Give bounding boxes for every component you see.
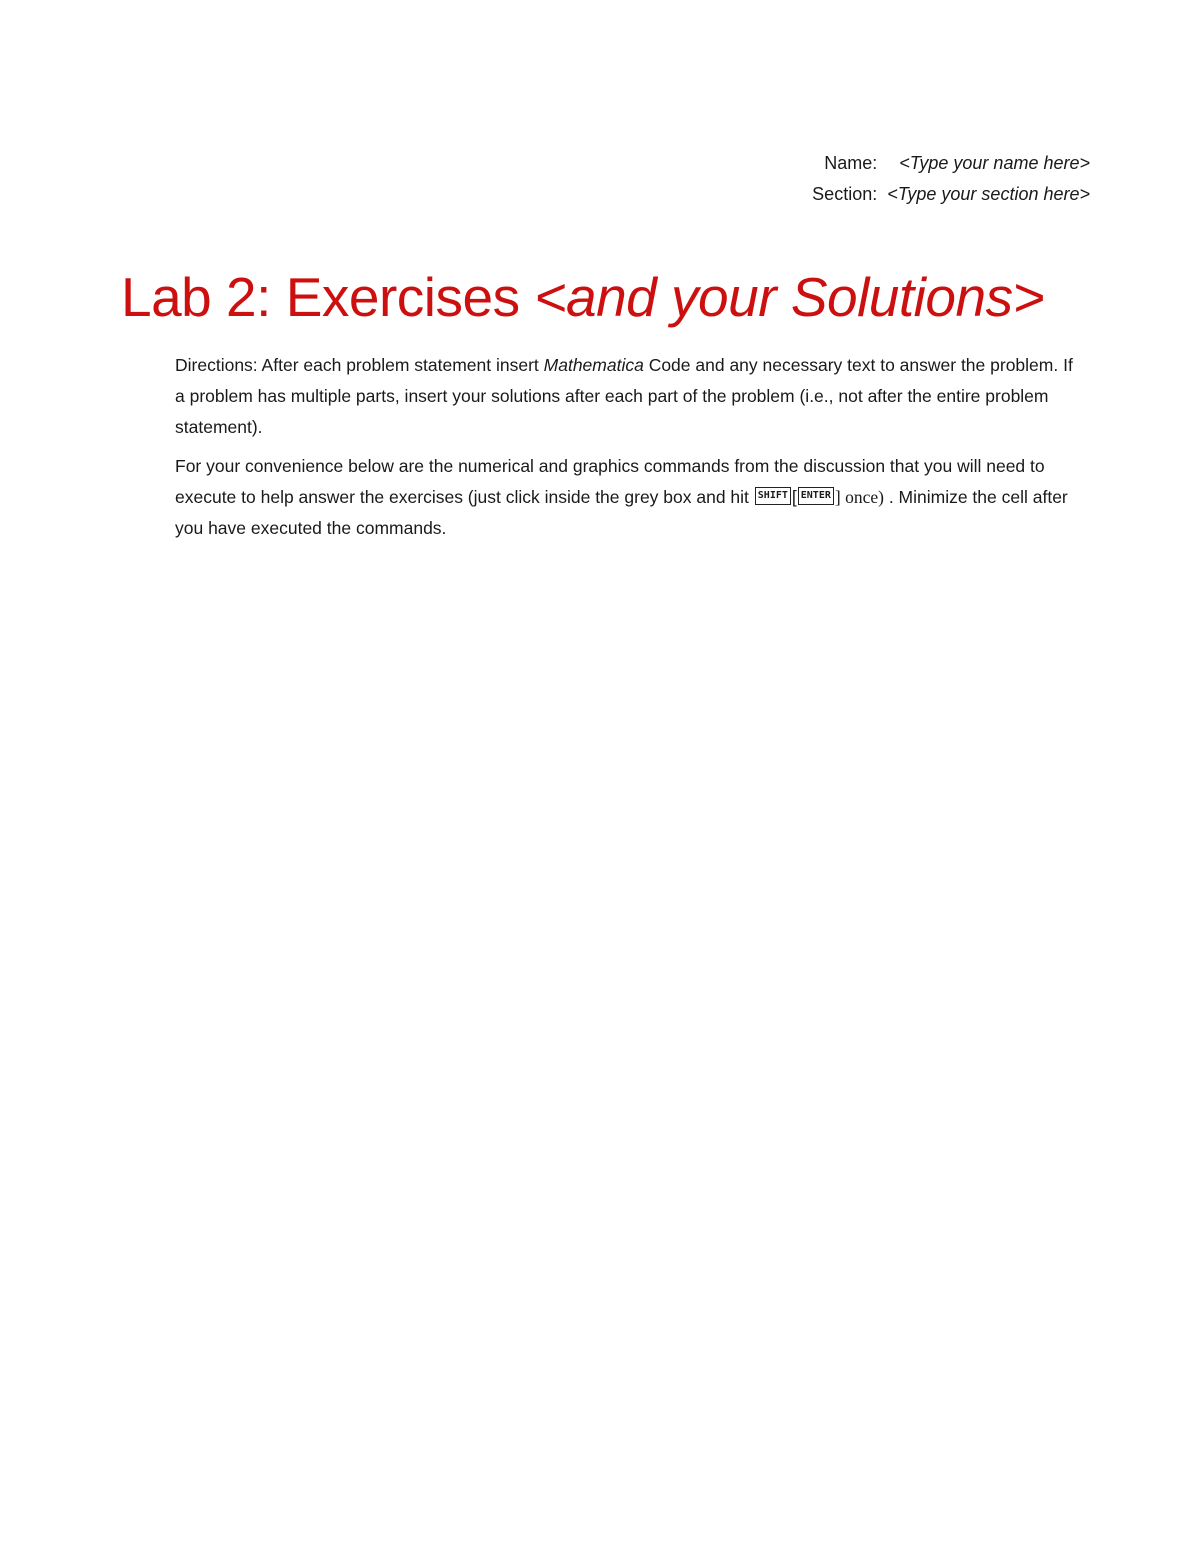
instructions: [175, 350, 1080, 552]
enter-key-icon: ENTER: [798, 487, 834, 505]
key-join: [: [791, 487, 797, 507]
directions-part1: Directions: After each problem statement insert: [175, 355, 544, 375]
page-title: [121, 262, 1044, 332]
convenience-paragraph: [175, 451, 1080, 544]
convenience-part2: . Minimize the cell after you have executed the commands.: [175, 487, 1068, 538]
section-label: Section:: [812, 184, 878, 204]
section-field[interactable]: <Type your section here>: [887, 184, 1090, 204]
convenience-part1: For your convenience below are the numerical and graphics commands from the discussion that you will need to execute to help answer the exercises (just click inside the grey box and hit: [175, 456, 1045, 507]
student-info: [670, 148, 1090, 210]
directions-paragraph: [175, 350, 1080, 443]
name-row: [670, 148, 1090, 179]
directions-part2: Code and any necessary text to answer the problem. If a problem has multiple parts, insert your solutions after each part of the problem (i.e., not after the entire problem statement).: [175, 355, 1073, 437]
section-row: [670, 179, 1090, 210]
title-plain: Lab 2: Exercises: [121, 266, 535, 328]
name-label: Name:: [824, 153, 878, 173]
title-italic: <and your Solutions>: [534, 266, 1045, 328]
shift-key-icon: SHIFT: [755, 487, 791, 505]
directions-emphasis: Mathematica: [543, 355, 644, 375]
name-field[interactable]: <Type your name here>: [899, 153, 1090, 173]
key-close: ] once): [834, 487, 884, 507]
